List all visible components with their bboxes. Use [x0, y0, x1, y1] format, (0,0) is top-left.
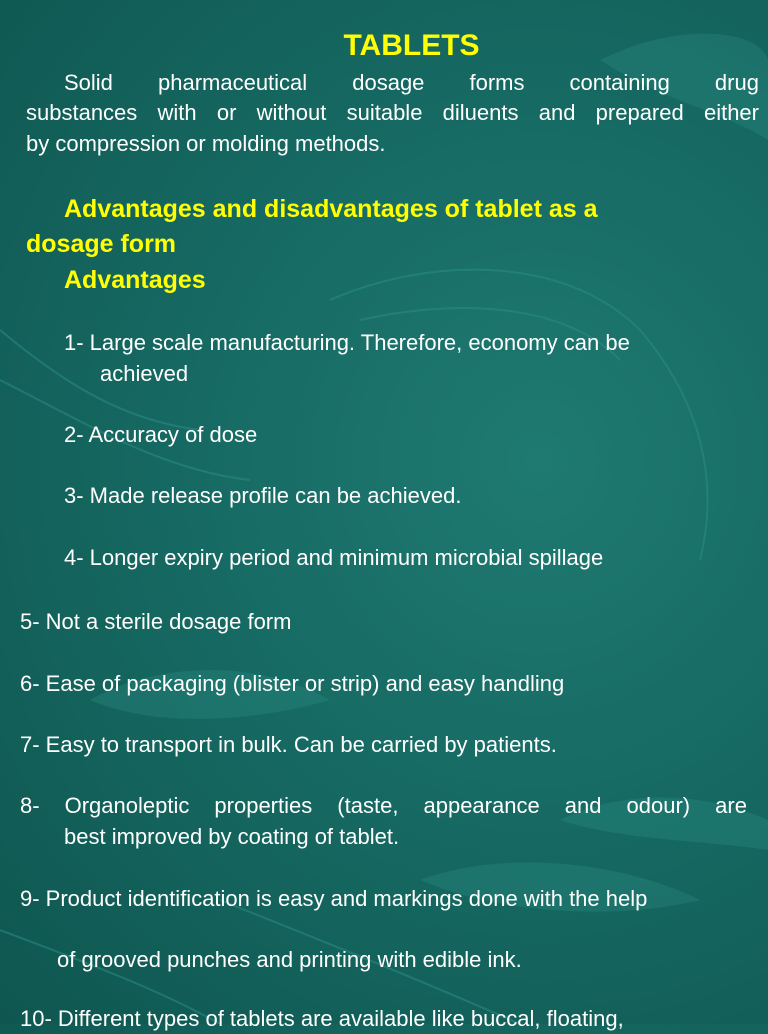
- list-item-6: 6- Ease of packaging (blister or strip) and easy handling: [20, 671, 565, 696]
- item-word: (taste,: [337, 793, 399, 818]
- intro-word: containing: [569, 70, 670, 95]
- section-heading-line-1: Advantages and disadvantages of tablet as a: [64, 195, 598, 223]
- item-word: properties: [214, 793, 313, 818]
- item-word: appearance: [423, 793, 540, 818]
- list-item-1: 1- Large scale manufacturing. Therefore, economy can be: [64, 330, 630, 355]
- section-heading-line-2: dosage form: [26, 230, 177, 258]
- list-item-9-continued: of grooved punches and printing with edible ink.: [57, 947, 522, 972]
- intro-word: pharmaceutical: [157, 70, 308, 95]
- intro-line-1: [64, 68, 759, 98]
- intro-line-2: substances with or without suitable diluents and prepared either: [26, 100, 759, 125]
- list-item-4: 4- Longer expiry period and minimum microbial spillage: [64, 545, 604, 570]
- item-word: 8-: [20, 793, 40, 818]
- item-word: and: [564, 793, 602, 818]
- item-word: Organoleptic: [64, 793, 190, 818]
- intro-word: forms: [469, 70, 525, 95]
- list-item-8-continued: best improved by coating of tablet.: [64, 824, 400, 849]
- list-item-3: 3- Made release profile can be achieved.: [64, 483, 462, 508]
- intro-word: drug: [714, 70, 759, 95]
- intro-word: dosage: [352, 70, 425, 95]
- list-item-1-continued: achieved: [100, 361, 189, 386]
- list-item-7: 7- Easy to transport in bulk. Can be carried by patients.: [20, 732, 557, 757]
- list-item-5: 5- Not a sterile dosage form: [20, 609, 292, 634]
- intro-line-3: by compression or molding methods.: [26, 131, 386, 156]
- subheading-advantages: Advantages: [64, 266, 206, 294]
- list-item-2: 2- Accuracy of dose: [64, 422, 258, 447]
- list-item-9: 9- Product identification is easy and markings done with the help: [20, 886, 648, 911]
- list-item-8: [20, 791, 747, 821]
- item-word: odour): [626, 793, 691, 818]
- item-word: are: [715, 793, 747, 818]
- list-item-10: 10- Different types of tablets are available like buccal, floating,: [20, 1006, 624, 1031]
- intro-word: Solid: [64, 70, 113, 95]
- page-title: TABLETS: [343, 29, 480, 62]
